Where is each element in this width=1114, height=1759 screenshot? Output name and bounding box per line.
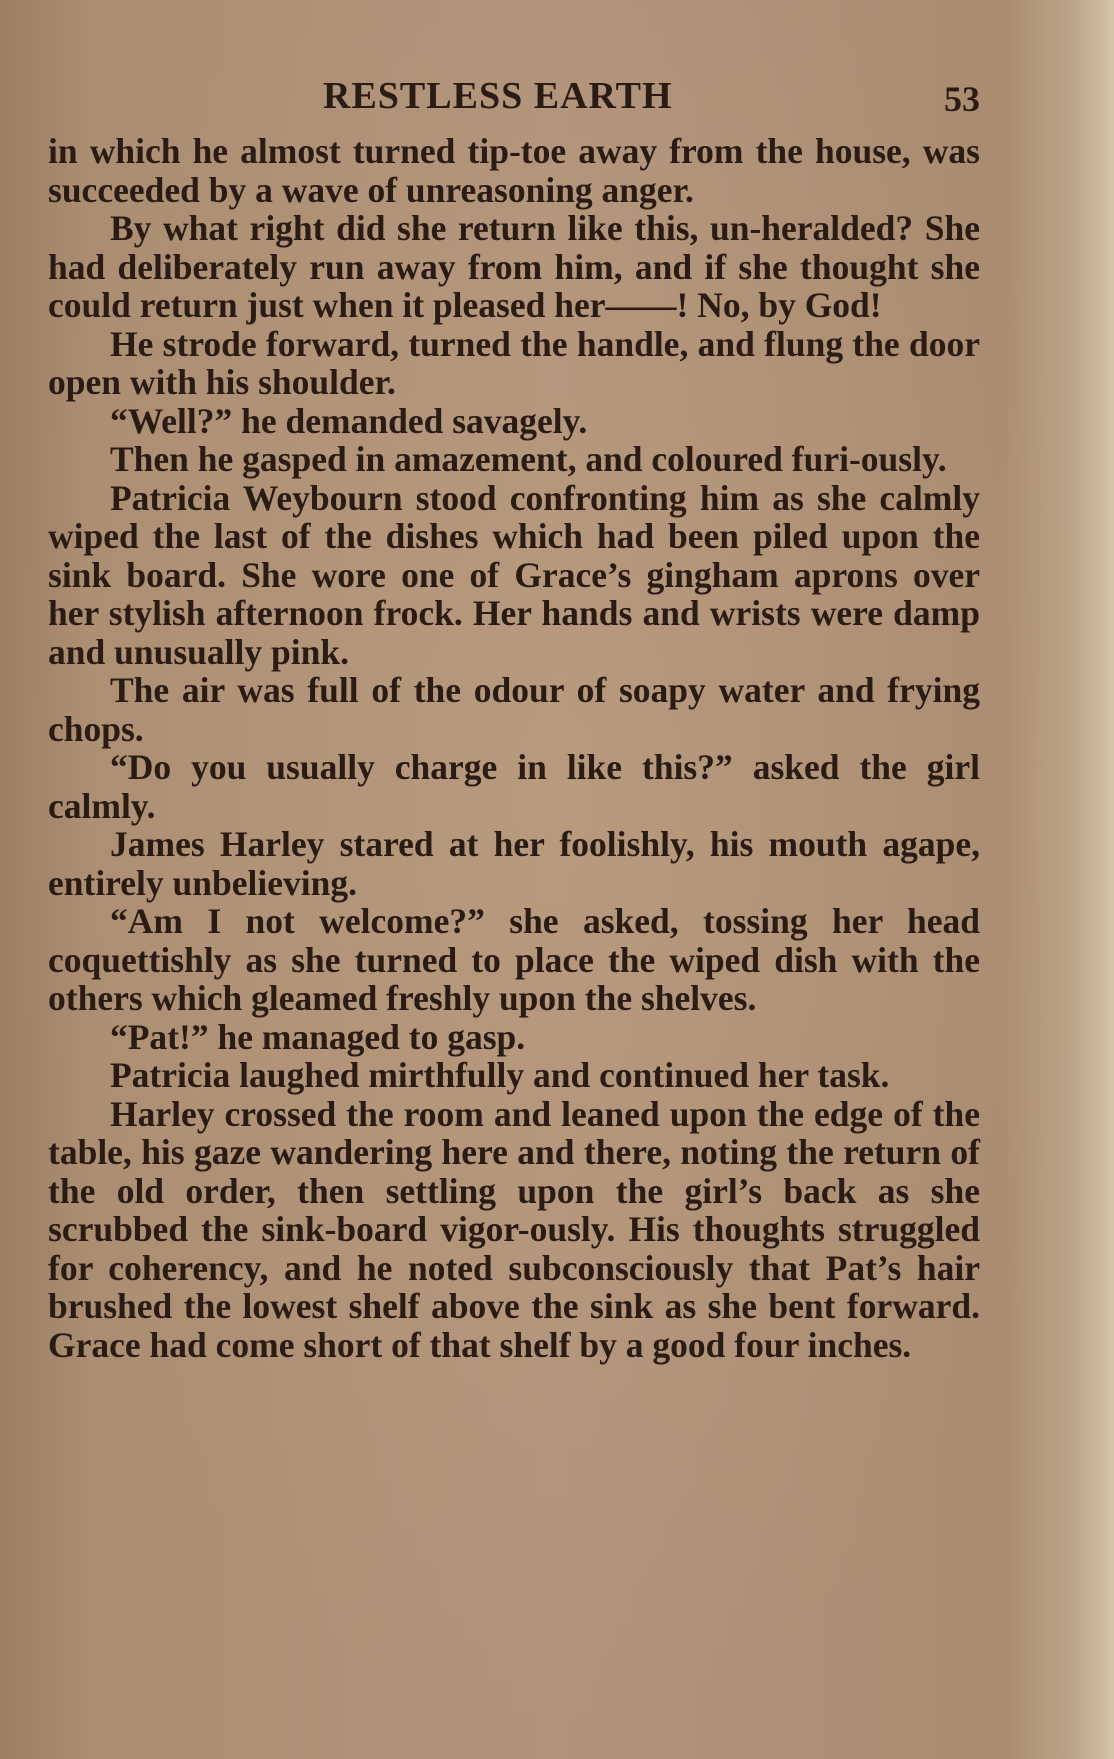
paragraph: Patricia laughed mirthfully and continued her task. [110, 1055, 890, 1095]
paragraph: Patricia Weybourn stood confronting him as she calmly wiped the last of the dishes which had been piled upon the sink board. She wore one of Grace’s gingham aprons over her stylish afternoon frock. Her hands and wrists were damp and unusually pink. [48, 477, 980, 672]
paragraph: He strode forward, turned the handle, and flung the door open with his shoulder. [48, 323, 980, 402]
paragraph: By what right did she return like this, un-heralded? She had deliberately run away from him, and if she thought she could return just when it pleased her——! No, by God! [48, 208, 980, 325]
paragraph: Harley crossed the room and leaned upon the edge of the table, his gaze wandering here and there, noting the return of the old order, then settling upon the girl’s back as she scrubbed the sink-board vigor-ously. His thoughts struggled for coherency, and he noted subconsciously that Pat’s hair brushed the lowest shelf above the sink as she bent forward. Grace had come short of that shelf by a good four inches. [48, 1093, 980, 1365]
running-title: RESTLESS EARTH [323, 75, 673, 117]
running-head [48, 74, 980, 124]
body-text [48, 132, 980, 1364]
paragraph: “Well?” he demanded savagely. [110, 400, 588, 441]
paragraph: Then he gasped in amazement, and coloured furi-ously. [110, 439, 947, 479]
paragraph: “Am I not welcome?” she asked, tossing her head coquettishly as she turned to place the wiped dish with the others which gleamed freshly upon the shelves. [48, 901, 980, 1018]
paragraph: The air was full of the odour of soapy water and frying chops. [48, 670, 980, 749]
paragraph: James Harley stared at her foolishly, his mouth agape, entirely unbelieving. [48, 824, 980, 903]
paragraph: “Pat!” he managed to gasp. [110, 1016, 526, 1057]
paragraph: in which he almost turned tip-toe away from the house, was succeeded by a wave of unreasoning anger. [48, 131, 980, 210]
paragraph: “Do you usually charge in like this?” asked the girl calmly. [48, 747, 980, 826]
page-number: 53 [944, 79, 980, 119]
